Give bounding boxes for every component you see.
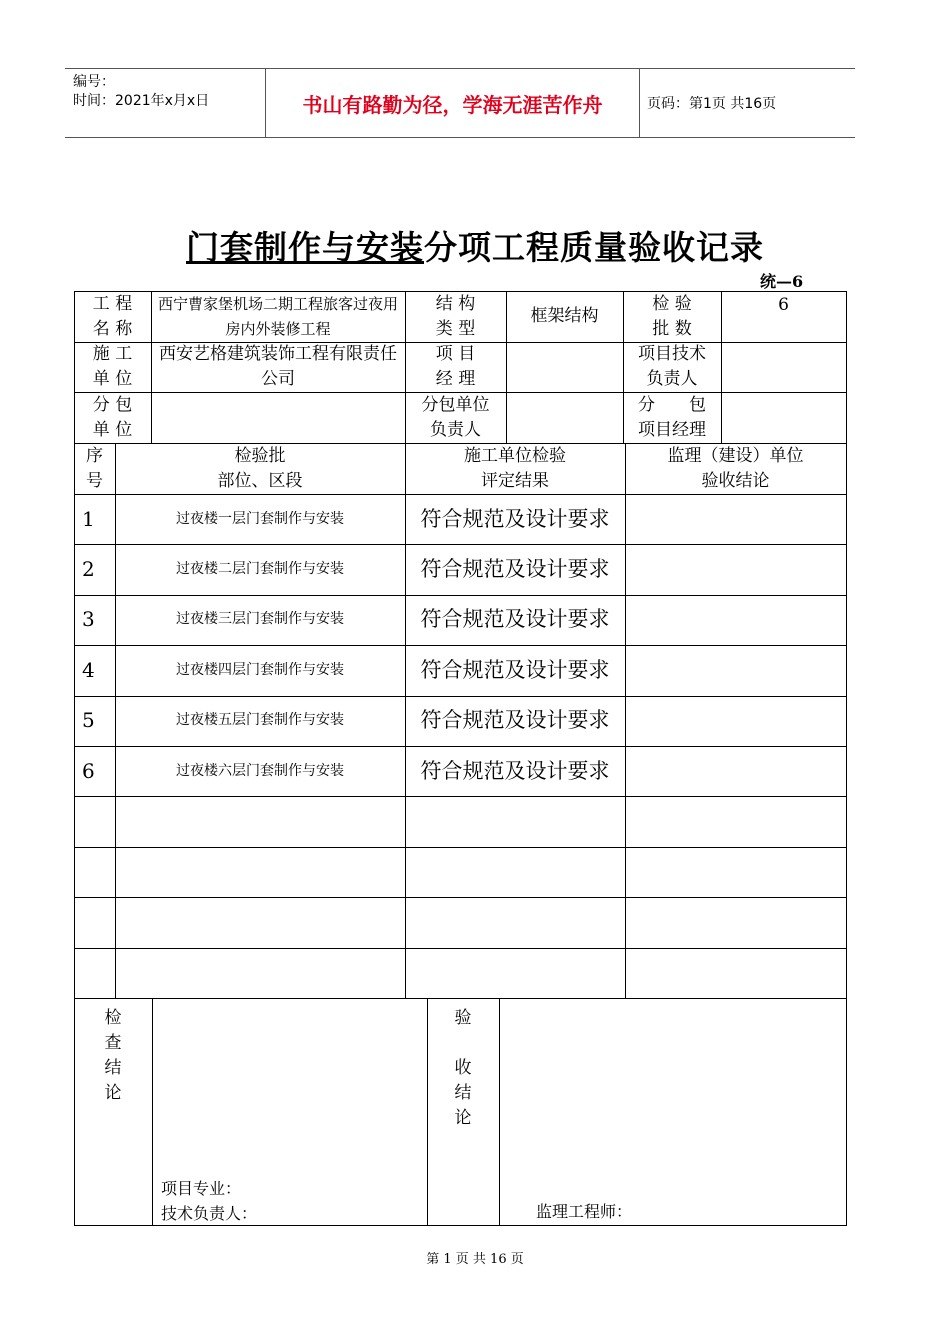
page-footer: 第 1 页 共 16 页 xyxy=(426,1252,524,1267)
form-code: 统—6 xyxy=(760,272,804,291)
sub-value xyxy=(151,392,405,443)
tech-lead-value xyxy=(721,342,846,392)
row-conclusion xyxy=(625,696,846,746)
row-result xyxy=(405,796,625,846)
title-rest: 分项工程质量验收记录 xyxy=(424,228,764,267)
row-result xyxy=(405,897,625,947)
acceptance-table xyxy=(74,291,846,1225)
header-divider xyxy=(639,69,640,137)
row-result: 符合规范及设计要求 xyxy=(420,758,610,783)
row-seq xyxy=(74,948,115,998)
row-conclusion xyxy=(625,897,846,947)
batch-count-value: 6 xyxy=(778,294,789,315)
row-seq: 5 xyxy=(82,708,95,733)
row-result: 符合规范及设计要求 xyxy=(420,506,610,531)
col-part: 检验批 部位、区段 xyxy=(217,445,303,491)
manager-value xyxy=(506,342,623,392)
page-header xyxy=(65,68,855,138)
row-conclusion xyxy=(625,494,846,544)
row-conclusion xyxy=(625,595,846,645)
row-conclusion xyxy=(625,645,846,695)
structure-label: 结 构 类 型 xyxy=(435,293,476,339)
batch-count-label: 检 验 批 数 xyxy=(652,293,692,339)
sub-pm-value xyxy=(721,392,846,443)
row-result: 符合规范及设计要求 xyxy=(420,607,610,632)
row-seq xyxy=(74,796,115,846)
supervisor-sign: 监理工程师： xyxy=(536,1201,633,1221)
tech-sign: 项目专业： 技术负责人： xyxy=(161,1179,258,1223)
row-result: 符合规范及设计要求 xyxy=(420,708,610,733)
row-part xyxy=(115,897,405,947)
check-label: 检 查 结 论 xyxy=(104,1008,122,1103)
row-seq: 2 xyxy=(82,557,95,582)
row-part: 过夜楼三层门套制作与安装 xyxy=(176,611,344,628)
row-conclusion xyxy=(625,746,846,796)
time-label: 时间：2021年x月x日 xyxy=(73,93,210,109)
contractor-label: 施 工 单 位 xyxy=(92,344,133,389)
row-part xyxy=(115,847,405,897)
row-part: 过夜楼二层门套制作与安装 xyxy=(176,561,344,578)
col-result: 施工单位检验 评定结果 xyxy=(464,445,566,491)
contractor-value: 西安艺格建筑装饰工程有限责任公司 xyxy=(159,344,397,389)
row-conclusion xyxy=(625,796,846,846)
sub-lead-label: 分包单位 负责人 xyxy=(421,394,490,440)
row-part: 过夜楼一层门套制作与安装 xyxy=(176,510,344,527)
project-name-label: 工 程 名 称 xyxy=(92,293,133,339)
row-part: 过夜楼四层门套制作与安装 xyxy=(176,661,344,678)
grid-line xyxy=(152,998,153,1226)
col-conclusion: 监理（建设）单位 验收结论 xyxy=(667,445,804,491)
row-part: 过夜楼五层门套制作与安装 xyxy=(176,712,344,729)
row-seq xyxy=(74,897,115,947)
manager-label: 项 目 经 理 xyxy=(435,344,476,389)
row-conclusion xyxy=(625,544,846,594)
row-result: 符合规范及设计要求 xyxy=(420,657,610,682)
row-seq: 1 xyxy=(82,506,95,531)
doc-meta xyxy=(73,73,209,111)
sub-label: 分 包 单 位 xyxy=(92,394,133,440)
row-result: 符合规范及设计要求 xyxy=(420,557,610,582)
project-name-value: 西宁曹家堡机场二期工程旅客过夜用房内外装修工程 xyxy=(157,294,398,338)
accept-label: 验 收 结 论 xyxy=(454,1008,472,1128)
title-underlined: 门套制作与安装 xyxy=(186,228,424,267)
row-part xyxy=(115,948,405,998)
row-part: 过夜楼六层门套制作与安装 xyxy=(176,762,344,779)
row-conclusion xyxy=(625,847,846,897)
page-title xyxy=(0,222,950,269)
grid-line xyxy=(74,998,847,999)
tech-lead-label: 项目技术 负责人 xyxy=(638,344,706,389)
row-seq: 4 xyxy=(82,657,95,682)
number-label: 编号： xyxy=(73,74,115,90)
row-conclusion xyxy=(625,948,846,998)
row-seq: 6 xyxy=(82,758,95,783)
col-seq: 序 号 xyxy=(86,445,103,491)
motto: 书山有路勤为径，学海无涯苦作舟 xyxy=(302,92,603,117)
sub-lead-value xyxy=(506,392,623,443)
row-result xyxy=(405,948,625,998)
row-result xyxy=(405,847,625,897)
sub-pm-label: 分 包 项目经理 xyxy=(638,394,706,440)
grid-line xyxy=(846,291,847,1226)
structure-value: 框架结构 xyxy=(530,306,599,326)
grid-line xyxy=(499,998,500,1226)
row-part xyxy=(115,796,405,846)
row-seq: 3 xyxy=(82,607,95,632)
row-seq xyxy=(74,847,115,897)
page-label: 页码：第1页 共16页 xyxy=(647,96,777,112)
